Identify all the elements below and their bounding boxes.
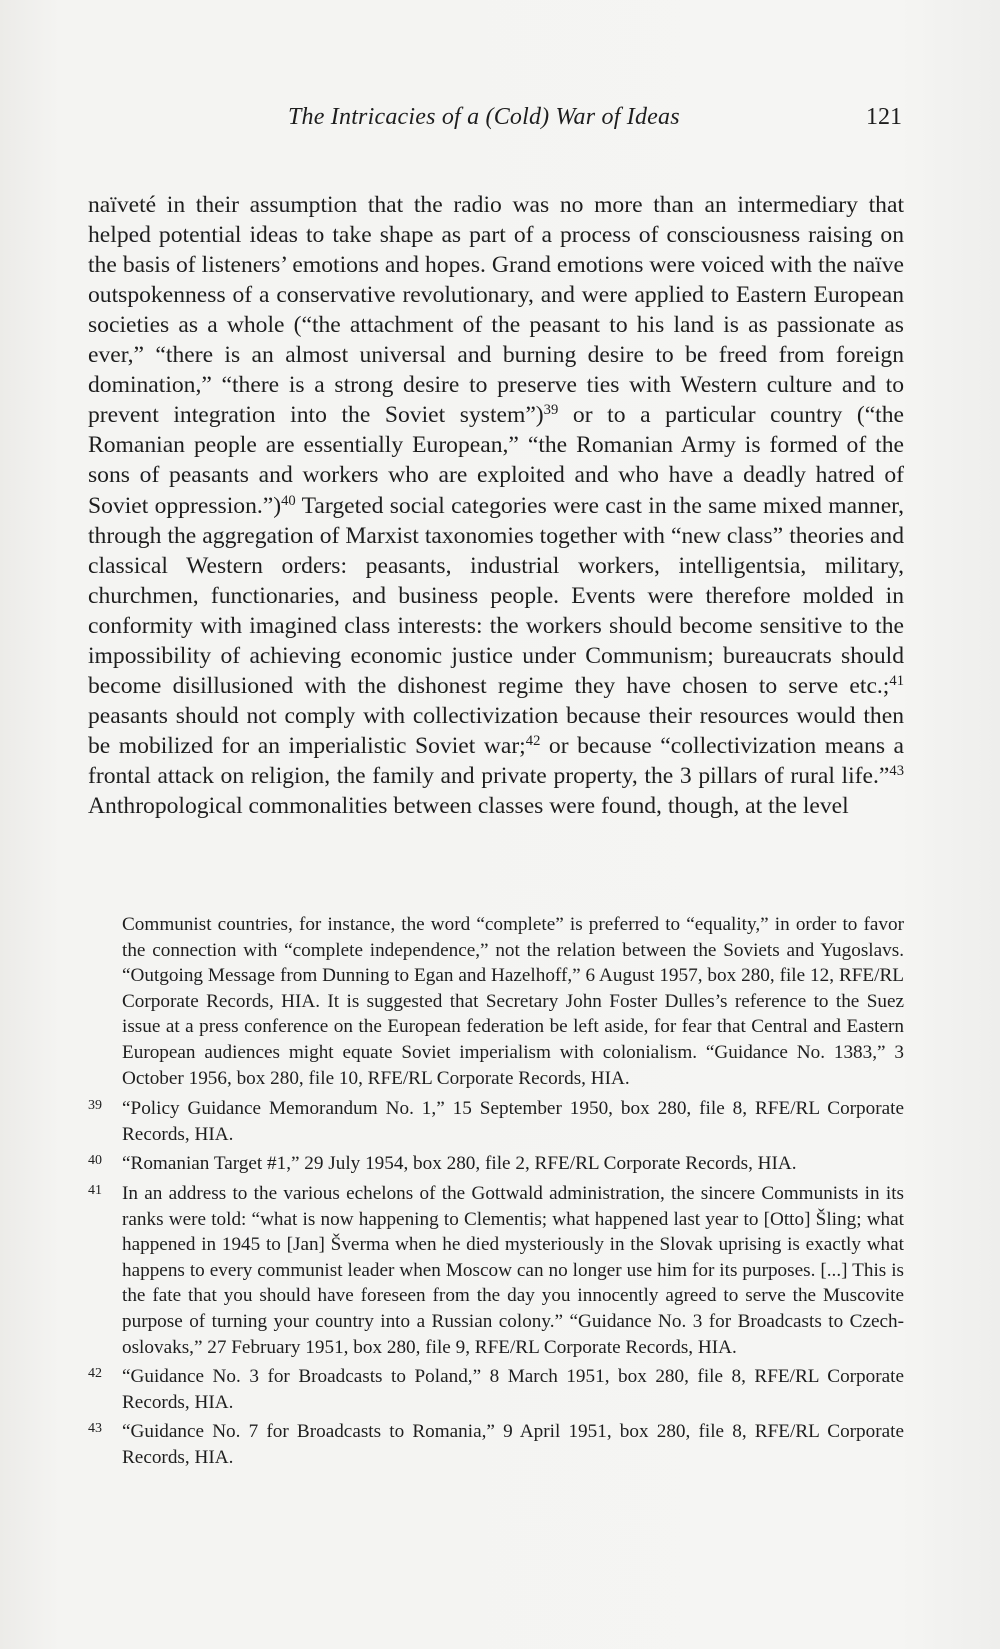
footnote-text: “Policy Guidance Memorandum No. 1,” 15 September 1950, box 280, file 8, RFE/RL Corporate Records, HIA. <box>122 1098 904 1145</box>
footnote-42 <box>88 1364 904 1415</box>
footnote-39 <box>88 1096 904 1147</box>
footnote-text: In an address to the various echelons of the Gottwald administration, the sincere Communists in its ranks were told: “what is now happening to Clementis; what happened last year to [Otto] Šling; what happened in 1945 to [Jan] Šverma when he died mysteriously in the Slovak uprising is exactly what happens to every communist leader when Moscow can no longer use him for its purposes. [...] This is the fate that you should have foreseen from the day you innocently agreed to serve the Muscovite purpose of turning your country into a Russian colony.” “Guidance No. 3 for Broadcasts to Czechoslovaks,” 27 February 1951, box 280, file 9, RFE/RL Corporate Records, HIA. <box>122 1182 904 1358</box>
footnote-number: 41 <box>88 1182 102 1198</box>
page-number: 121 <box>866 104 902 130</box>
body-text-segment: or because “collectivization means a frontal attack on religion, the family and private property, the 3 pillars of rural life.” <box>88 733 904 790</box>
footnote-40 <box>88 1151 904 1177</box>
footnote-ref-43[interactable]: 43 <box>889 763 904 780</box>
body-text-segment: or to a particular country (“the Romanian people are essentially European,” “the Romanian Army is formed of the sons of peasants and workers who are exploited and who have a deadly hatred of Soviet oppression.”) <box>88 402 904 519</box>
footnotes <box>88 912 904 1474</box>
footnote-ref-42[interactable]: 42 <box>525 733 541 750</box>
footnote-number: 40 <box>88 1153 102 1169</box>
footnote-text: “Guidance No. 7 for Broadcasts to Romania,” 9 April 1951, box 280, file 8, RFE/RL Corporate Records, HIA. <box>122 1421 904 1468</box>
footnote-text: “Guidance No. 3 for Broadcasts to Poland,” 8 March 1951, box 280, file 8, RFE/RL Corporate Records, HIA. <box>122 1366 904 1413</box>
footnote-41 <box>88 1181 904 1360</box>
page-header <box>88 104 902 140</box>
footnote-number: 39 <box>88 1098 102 1114</box>
footnote-ref-40[interactable]: 40 <box>281 492 296 509</box>
body-text-segment: Targeted social categories were cast in the same mixed manner, through the aggregation of Marxist taxonomies together with “new class” theories and classical Western orders: peasants, industrial workers, intelligentsia, military, churchmen, functionaries, and business people. Events were therefore molded in conformity with imagined class interests: the workers should become sensitive to the impossibility of achieving economic justice under Communism; bureaucrats should become disillusioned with the dishonest regime they have chosen to serve etc.; <box>88 492 904 700</box>
footnote-text: “Romanian Target #1,” 29 July 1954, box 280, file 2, RFE/RL Corporate Records, HIA. <box>122 1153 797 1175</box>
footnote-number: 42 <box>88 1366 102 1382</box>
body-text-segment: peasants should not comply with collectivization because their resources would then be mobilized for an imperialistic Soviet war; <box>88 703 904 760</box>
body-text-segment: Anthropological commonalities between classes were found, though, at the level <box>88 793 849 820</box>
body-text-segment: naïveté in their assumption that the radio was no more than an intermediary that helped potential ideas to take shape as part of a process of consciousness raising on the basis of listeners’ emotions and hopes. Grand emotions were voiced with the naïve outspokenness of a conservative revolutionary, and were applied to Eastern European societies as a whole (“the attachment of the peasant to his land is as passionate as ever,” “there is an almost universal and burning desire to be freed from foreign domination,” “there is a strong desire to preserve ties with Western culture and to prevent integration into the Soviet system”) <box>88 191 904 429</box>
footnote-continued: Communist countries, for instance, the word “complete” is preferred to “equality,” in order to favor the connection with “complete independence,” not the relation between the Soviets and Yugoslavs. “Outgoing Message from Dunning to Egan and Hazelhoff,” 6 August 1957, box 280, file 12, RFE/RL Corporate Records, HIA. It is suggested that Secretary John Foster Dulles’s reference to the Suez issue at a press conference on the European federation be left aside, for fear that Central and Eastern European audiences might equate Soviet imperialism with colonialism. “Guidance No. 1383,” 3 October 1956, box 280, file 10, RFE/RL Corporate Records, HIA. <box>122 914 904 1089</box>
footnote-43 <box>88 1419 904 1470</box>
running-head: The Intricacies of a (Cold) War of Ideas <box>288 104 680 130</box>
body-paragraph <box>88 190 904 822</box>
footnote-number: 43 <box>88 1421 102 1437</box>
footnote-ref-41[interactable]: 41 <box>889 673 904 690</box>
footnote-ref-39[interactable]: 39 <box>543 402 559 419</box>
